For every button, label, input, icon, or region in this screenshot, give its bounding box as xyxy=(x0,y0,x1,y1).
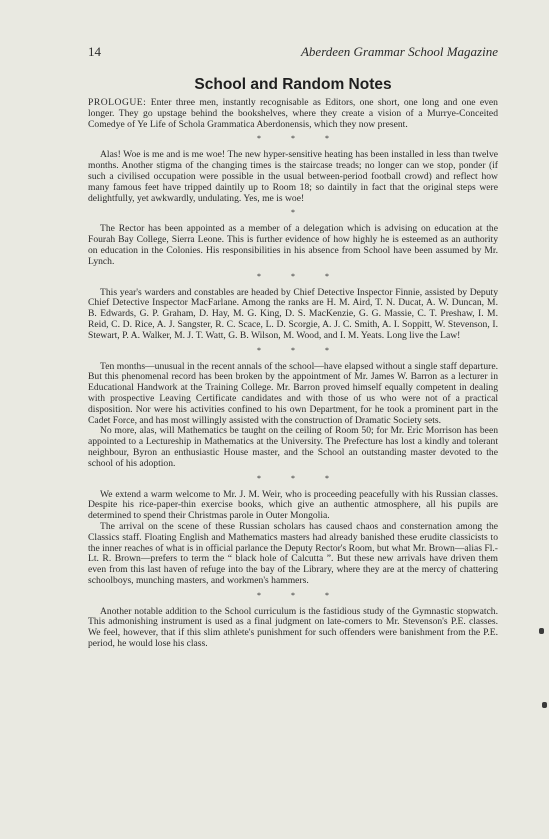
paragraph-rector: The Rector has been appointed as a member of a delegation which is advising on education at the Fourah Bay College, Sierra Leone. This is further evidence of how highly he is esteemed as an authority on education in the Colonies. His responsibilities in his absence from School have been assumed by Mr. Lynch. xyxy=(88,223,498,267)
section-separator: * * * xyxy=(257,345,343,355)
section-separator: * xyxy=(291,208,295,218)
section-separator: * * * xyxy=(257,134,343,144)
paragraph-wardens: This year's warders and constables are headed by Chief Detective Inspector Finnie, assisted by Deputy Chief Detective Inspector MacFarlane. Among the ranks are H. M. Aird, T. N. Ducat, A. W. Duncan, M. B. Edwards, G. P. Graham, D. Hay, M. G. King, D. S. MacKenzie, G. G. Massie, C. T. Preshaw, I. M. Reid, C. D. Rice, A. J. Sangster, R. C. Scace, L. D. Scorgie, A. J. C. Smith, A. I. Soppitt, W. Stevenson, I. Stewart, P. A. Walker, M. J. T. Watt, G. B. Wilson, M. Wood, and I. M. Yeats. Long live the Law! xyxy=(88,286,498,341)
section-separator: * * * xyxy=(257,473,343,483)
page-number: 14 xyxy=(88,44,101,59)
margin-mark xyxy=(539,628,544,634)
paragraph-russian: The arrival on the scene of these Russian scholars has caused chaos and consternation among the Classics staff. Floating English and Mathematics masters had already banished these erudite classicists to the inner reaches of what is in official parlance the Deputy Rector's Room, but what Mr. Brown—alias Fl.-Lt. R. Brown—prefers to term the “ black hole of Calcutta ”. But these new arrivals have driven them even from this last haven of refuge into the bay of the Library, where they are at the mercy of chattering schoolboys, munching masters, and workmen's hammers. xyxy=(88,520,498,586)
section-separator: * * * xyxy=(257,271,343,281)
margin-mark xyxy=(542,702,547,708)
paragraph-prologue xyxy=(88,98,498,130)
running-head: Aberdeen Grammar School Magazine xyxy=(300,44,498,59)
prologue-label: PROLOGUE: xyxy=(88,97,147,108)
paragraph-heating: Alas! Woe is me and is me woe! The new hyper-sensitive heating has been installed in less than twelve months. Another stigma of the changing times is the staircase treads; no longer can we stop, ponder (if such a civilised occupation were possible in the usual between-period football crowd) and reflect how many famous feet have tripped daintily up to Room 18; so daintily in fact that the original steps were delightfully, yet awkwardly, undulating. Yes, me is woe! xyxy=(88,149,498,204)
paragraph-barron: Ten months—unusual in the recent annals of the school—have elapsed without a single staff departure. But this phenomenal record has been broken by the appointment of Mr. James W. Barron as a lecturer in Educational Handwork at the Training College. Mr. Barron proved himself equally competent in dealing with prospective Leaving Certificate candidates and with those of us who were not of a practical disposition. Nor were his activities confined to his own Department, for he took a prominent part in the Cadet Force, and has most willingly assisted with the construction of Dramatic Society sets. xyxy=(88,360,498,426)
section-separator: * * * xyxy=(257,590,343,600)
article-title: School and Random Notes xyxy=(194,76,392,93)
article-body xyxy=(88,98,498,650)
paragraph-stopwatch: Another notable addition to the School curriculum is the fastidious study of the Gymnastic stopwatch. This admonishing instrument is used as a final judgment on late-comers to Mr. Stevenson's P.E. classes. We feel, however, that if this slim athlete's punishment for such offenders were banishment from the P.E. period, he would lose his class. xyxy=(88,605,498,650)
prologue-text: Enter three men, instantly recognisable as Editors, one short, one long and one even longer. They go upstage behind the bookshelves, where they create a vision of a Murrye-Conceited Comedye of Ye Life of Schola Grammatica Aberdonensis, which they now present. xyxy=(88,97,498,130)
paragraph-weir: We extend a warm welcome to Mr. J. M. Weir, who is proceeding peacefully with his Russian classes. Despite his rice-paper-thin exercise books, which give an authentic atmosphere, all his pupils are determined to spend their Christmas parole in Outer Mongolia. xyxy=(88,488,498,522)
paragraph-morrison: No more, alas, will Mathematics be taught on the ceiling of Room 50; for Mr. Eric Morrison has been appointed to a Lectureship in Mathematics at the University. The Prefecture has lost a kindly and tolerant neighbour, Byron an enthusiastic House master, and the School an outstanding master devoted to the school of his adoption. xyxy=(88,425,498,469)
page-header xyxy=(88,44,498,64)
